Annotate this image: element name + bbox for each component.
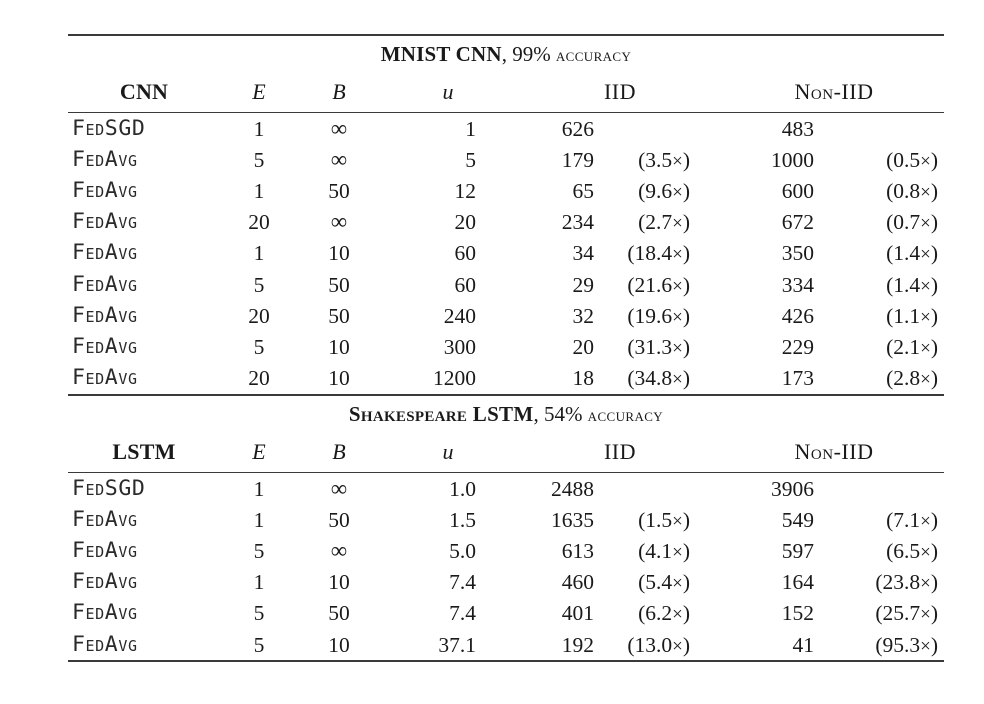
table-row (68, 175, 944, 206)
cell-method: FedAvg (72, 569, 138, 595)
cell-non-iid-speedup: (1.4×) (886, 272, 938, 297)
cell-iid-speedup: (34.8×) (627, 366, 690, 391)
section-caption-mnist-cnn (68, 36, 944, 74)
cell-batch: 50 (328, 601, 350, 626)
cell-updates: 240 (443, 303, 476, 328)
cell-method: FedAvg (72, 146, 138, 172)
cell-batch: ∞ (330, 475, 348, 501)
column-header-row-mnist-cnn (68, 74, 944, 113)
caption-separator: , (501, 42, 513, 66)
cell-method: FedAvg (72, 365, 138, 391)
cell-iid-rounds: 460 (561, 570, 594, 595)
cell-non-iid-rounds: 164 (781, 570, 814, 595)
cell-epochs: 1 (253, 507, 265, 532)
cell-iid-rounds: 32 (572, 303, 594, 328)
cell-iid-rounds: 234 (561, 210, 594, 235)
col-header-non-iid: Non-IID (794, 438, 874, 464)
cell-updates: 1200 (433, 366, 476, 391)
cell-batch: 10 (328, 241, 350, 266)
cell-non-iid-rounds: 672 (781, 210, 814, 235)
cell-non-iid-rounds: 173 (781, 366, 814, 391)
cell-iid-speedup: (18.4×) (627, 241, 690, 266)
col-header-iid: IID (603, 78, 637, 104)
table-row (68, 567, 944, 598)
cell-iid-speedup: (31.3×) (627, 335, 690, 360)
cell-iid-speedup: (3.5×) (638, 147, 690, 172)
table-row (68, 598, 944, 629)
cell-non-iid-rounds: 1000 (771, 147, 814, 172)
cell-iid-rounds: 192 (561, 632, 594, 657)
cell-non-iid-speedup: (95.3×) (875, 632, 938, 657)
cell-method: FedAvg (72, 271, 138, 297)
table-row (68, 504, 944, 535)
cell-epochs: 1 (253, 476, 265, 501)
cell-iid-rounds: 2488 (551, 476, 594, 501)
cell-batch: 50 (328, 272, 350, 297)
cell-updates: 1 (465, 116, 476, 141)
cell-iid-speedup: (6.2×) (638, 601, 690, 626)
col-header-updates: u (442, 78, 454, 104)
column-header-row-shakespeare-lstm (68, 434, 944, 473)
cell-method: FedSGD (72, 115, 146, 141)
cell-non-iid-rounds: 483 (781, 116, 814, 141)
cell-updates: 20 (454, 210, 476, 235)
cell-updates: 7.4 (449, 570, 476, 595)
cell-non-iid-rounds: 152 (781, 601, 814, 626)
cell-iid-speedup: (1.5×) (638, 507, 690, 532)
cell-epochs: 20 (248, 366, 270, 391)
caption-title: Shakespeare LSTM (348, 402, 534, 426)
table-body (68, 35, 944, 662)
cell-epochs: 1 (253, 178, 265, 203)
cell-non-iid-rounds: 41 (792, 632, 814, 657)
cell-epochs: 5 (253, 147, 265, 172)
cell-iid-rounds: 1635 (551, 507, 594, 532)
cell-non-iid-speedup: (0.7×) (886, 210, 938, 235)
table-row (68, 535, 944, 566)
cell-updates: 12 (454, 178, 476, 203)
cell-batch: 50 (328, 178, 350, 203)
col-header-iid: IID (603, 438, 637, 464)
cell-method: FedAvg (72, 240, 138, 266)
results-table (68, 34, 944, 662)
caption-title: MNIST CNN (380, 42, 502, 66)
cell-iid-speedup (596, 113, 724, 144)
cell-non-iid-speedup: (2.8×) (886, 366, 938, 391)
cell-non-iid-speedup: (2.1×) (886, 335, 938, 360)
col-header-non-iid: Non-IID (794, 78, 874, 104)
cell-method: FedAvg (72, 334, 138, 360)
cell-iid-rounds: 18 (572, 366, 594, 391)
cell-non-iid-speedup (816, 113, 944, 144)
caption-accuracy-value: 54% (544, 402, 583, 426)
cell-non-iid-speedup: (1.1×) (886, 303, 938, 328)
table-row (68, 269, 944, 300)
cell-method: FedAvg (72, 600, 138, 626)
cell-updates: 5 (465, 147, 476, 172)
cell-method: FedAvg (72, 302, 138, 328)
cell-iid-rounds: 29 (572, 272, 594, 297)
cell-non-iid-speedup: (7.1×) (886, 507, 938, 532)
caption-separator: , (533, 402, 544, 426)
cell-iid-rounds: 179 (561, 147, 594, 172)
cell-batch: 10 (328, 570, 350, 595)
cell-non-iid-speedup: (25.7×) (875, 601, 938, 626)
cell-non-iid-rounds: 426 (781, 303, 814, 328)
cell-method: FedAvg (72, 537, 138, 563)
cell-non-iid-rounds: 3906 (771, 476, 814, 501)
cell-method: FedAvg (72, 631, 138, 657)
cell-batch: ∞ (330, 537, 348, 563)
caption-accuracy-label: accuracy (550, 45, 632, 66)
cell-non-iid-rounds: 229 (781, 335, 814, 360)
table-row (68, 629, 944, 661)
cell-iid-speedup: (4.1×) (638, 538, 690, 563)
cell-method: FedAvg (72, 209, 138, 235)
cell-updates: 7.4 (449, 601, 476, 626)
col-header-batch: B (332, 78, 346, 104)
table-row (68, 113, 944, 144)
cell-batch: ∞ (330, 115, 348, 141)
table-row (68, 332, 944, 363)
cell-epochs: 5 (253, 601, 265, 626)
cell-iid-rounds: 20 (572, 335, 594, 360)
cell-epochs: 5 (253, 272, 265, 297)
cell-non-iid-speedup: (0.5×) (886, 147, 938, 172)
cell-method: FedAvg (72, 506, 138, 532)
cell-iid-speedup: (19.6×) (627, 303, 690, 328)
table-row (68, 473, 944, 504)
caption-accuracy-value: 99% (512, 42, 551, 66)
cell-epochs: 1 (253, 116, 265, 141)
cell-iid-speedup: (5.4×) (638, 570, 690, 595)
cell-iid-rounds: 34 (572, 241, 594, 266)
cell-updates: 1.5 (449, 507, 476, 532)
cell-non-iid-rounds: 600 (781, 178, 814, 203)
cell-iid-rounds: 65 (572, 178, 594, 203)
section-caption-shakespeare-lstm (68, 396, 944, 434)
cell-batch: 50 (328, 507, 350, 532)
cell-method: FedSGD (72, 475, 146, 501)
section-caption-row-mnist-cnn (68, 36, 944, 74)
cell-batch: 10 (328, 366, 350, 391)
cell-iid-rounds: 401 (561, 601, 594, 626)
col-header-updates: u (442, 438, 454, 464)
cell-non-iid-rounds: 350 (781, 241, 814, 266)
cell-iid-speedup: (21.6×) (627, 272, 690, 297)
col-header-batch: B (332, 438, 346, 464)
cell-non-iid-rounds: 334 (781, 272, 814, 297)
cell-updates: 1.0 (449, 476, 476, 501)
table-row (68, 363, 944, 395)
caption-accuracy-label: accuracy (582, 405, 664, 426)
cell-non-iid-speedup (816, 473, 944, 504)
rule-line (68, 661, 944, 662)
cell-epochs: 20 (248, 210, 270, 235)
cell-epochs: 5 (253, 335, 265, 360)
cell-updates: 37.1 (438, 632, 476, 657)
cell-non-iid-speedup: (1.4×) (886, 241, 938, 266)
cell-iid-rounds: 613 (561, 538, 594, 563)
col-header-model: CNN (119, 78, 169, 104)
cell-updates: 300 (443, 335, 476, 360)
cell-updates: 60 (454, 272, 476, 297)
cell-epochs: 1 (253, 570, 265, 595)
section-caption-row-shakespeare-lstm (68, 396, 944, 434)
cell-epochs: 20 (248, 303, 270, 328)
cell-batch: 50 (328, 303, 350, 328)
cell-iid-speedup: (9.6×) (638, 178, 690, 203)
cell-batch: ∞ (330, 146, 348, 172)
cell-non-iid-speedup: (0.8×) (886, 178, 938, 203)
cell-epochs: 5 (253, 538, 265, 563)
cell-non-iid-rounds: 597 (781, 538, 814, 563)
col-header-epochs: E (252, 438, 266, 464)
cell-iid-rounds: 626 (561, 116, 594, 141)
cell-iid-speedup (596, 473, 724, 504)
table-row (68, 300, 944, 331)
cell-non-iid-rounds: 549 (781, 507, 814, 532)
cell-iid-speedup: (2.7×) (638, 210, 690, 235)
cell-non-iid-speedup: (6.5×) (886, 538, 938, 563)
table-bottom-rule (68, 661, 944, 662)
cell-epochs: 1 (253, 241, 265, 266)
cell-method: FedAvg (72, 177, 138, 203)
cell-non-iid-speedup: (23.8×) (875, 570, 938, 595)
table-row (68, 144, 944, 175)
col-header-model: LSTM (112, 438, 176, 464)
cell-updates: 5.0 (449, 538, 476, 563)
cell-batch: 10 (328, 632, 350, 657)
cell-updates: 60 (454, 241, 476, 266)
table-row (68, 207, 944, 238)
cell-epochs: 5 (253, 632, 265, 657)
cell-iid-speedup: (13.0×) (627, 632, 690, 657)
results-table-container (68, 34, 944, 662)
cell-batch: ∞ (330, 209, 348, 235)
table-row (68, 238, 944, 269)
col-header-epochs: E (252, 78, 266, 104)
cell-batch: 10 (328, 335, 350, 360)
